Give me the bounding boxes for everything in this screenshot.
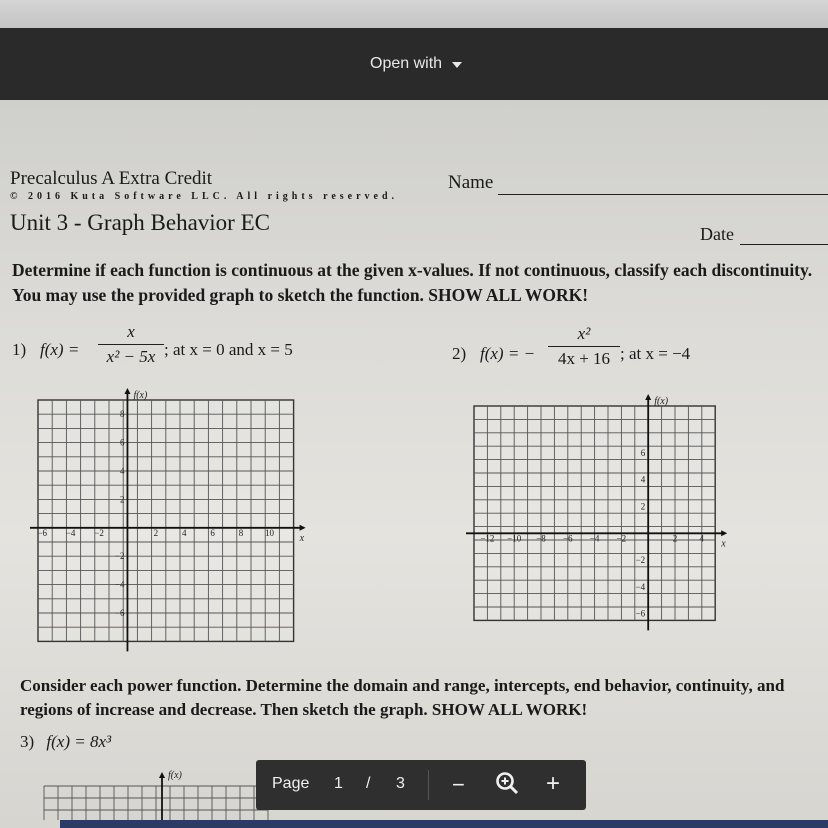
problem1-denominator: x² − 5x: [106, 347, 156, 366]
page-label: Page: [272, 775, 310, 792]
x-tick-label: −6: [37, 527, 48, 538]
total-pages: 3: [396, 775, 405, 792]
copyright-line: © 2016 Kuta Software LLC. All rights reserved.: [10, 191, 399, 202]
x-tick-label: −2: [94, 527, 104, 538]
problem1-condition: ; at x = 0 and x = 5: [164, 340, 293, 359]
problem1-numerator: x: [127, 322, 135, 341]
y-tick-label: −2: [114, 551, 125, 562]
y-tick-label: 2: [119, 494, 125, 505]
x-tick-label: 2: [672, 533, 678, 544]
x-tick-label: −4: [589, 533, 600, 544]
course-title: Precalculus A Extra Credit: [10, 168, 213, 189]
y-tick-label: −2: [635, 555, 646, 566]
section1-instructions: Determine if each function is continuous at the given x-values. If not continuous, classify each discontinuity. You may use the provided graph to sketch the function. SHOW ALL WORK!: [12, 260, 813, 305]
pager-divider: [428, 770, 429, 800]
x-tick-label: −8: [536, 533, 546, 544]
graph3-coordinate-grid[interactable]: [40, 768, 280, 820]
graph-x-axis-label: x: [299, 532, 305, 544]
problem3-number: 3): [20, 732, 35, 751]
problem2-denominator: 4x + 16: [557, 349, 611, 368]
browser-top-bar: [0, 0, 828, 28]
problem1-lhs: f(x) =: [40, 340, 80, 359]
graph3-y-axis-label: f(x): [168, 770, 182, 781]
graph2-coordinate-grid[interactable]: [462, 388, 735, 634]
x-tick-label: 4: [699, 533, 705, 544]
x-tick-label: −10: [507, 533, 522, 544]
graph1-coordinate-grid[interactable]: [28, 382, 314, 655]
problem1-fraction: [98, 322, 164, 367]
open-with-button[interactable]: [370, 52, 462, 76]
problem2-number: 2): [452, 344, 467, 363]
zoom-in-button[interactable]: +: [546, 770, 561, 797]
zoom-out-button[interactable]: −: [452, 772, 465, 797]
x-tick-label: 6: [210, 527, 215, 538]
x-tick-label: 10: [264, 527, 274, 538]
zoom-icon[interactable]: [494, 770, 520, 801]
graph-x-axis-label: x: [721, 538, 726, 550]
date-blank-line: [740, 244, 828, 245]
name-label: Name: [448, 172, 494, 193]
y-tick-label: −6: [635, 608, 646, 619]
unit-title: Unit 3 - Graph Behavior EC: [10, 210, 270, 235]
date-label: Date: [700, 224, 734, 244]
y-tick-label: 6: [640, 447, 646, 458]
y-tick-label: −4: [635, 581, 646, 592]
y-tick-label: 4: [640, 474, 646, 485]
x-tick-label: 2: [153, 527, 159, 538]
page-navigation-bar: [256, 760, 586, 810]
problem2-numerator: x²: [577, 324, 591, 343]
caret-down-icon: [452, 62, 462, 68]
y-tick-label: 6: [119, 437, 125, 448]
open-with-label: Open with: [370, 55, 443, 72]
section2-instructions: Consider each power function. Determine the domain and range, intercepts, end behavior, continuity, and regions of increase and decrease. Then sketch the graph. SHOW ALL WORK!: [20, 676, 785, 719]
y-tick-label: −4: [114, 579, 125, 590]
x-tick-label: −12: [480, 533, 495, 544]
problem1-number: 1): [12, 340, 27, 359]
current-page-number[interactable]: 1: [334, 775, 343, 792]
x-tick-label: −6: [563, 533, 573, 544]
graph-y-axis-label: f(x): [133, 390, 148, 401]
y-tick-label: 4: [119, 466, 125, 476]
problem2-lhs: f(x) = −: [480, 344, 536, 363]
x-tick-label: −2: [616, 533, 627, 544]
name-blank-line: [498, 194, 828, 195]
viewer-toolbar: [0, 28, 828, 100]
y-tick-label: −6: [114, 608, 125, 618]
x-tick-label: −4: [65, 527, 76, 538]
x-tick-label: 8: [238, 527, 244, 538]
x-tick-label: 4: [182, 527, 187, 538]
problem3: [20, 732, 111, 752]
graph-y-axis-label: f(x): [654, 396, 669, 407]
problem2-fraction: [548, 324, 620, 369]
problem3-expr: f(x) = 8x³: [46, 732, 112, 751]
bottom-edge: [60, 820, 828, 828]
problem2-condition: ; at x = −4: [620, 344, 691, 363]
page-separator: /: [366, 775, 371, 792]
y-tick-label: 8: [119, 409, 125, 420]
y-tick-label: 2: [640, 501, 646, 512]
